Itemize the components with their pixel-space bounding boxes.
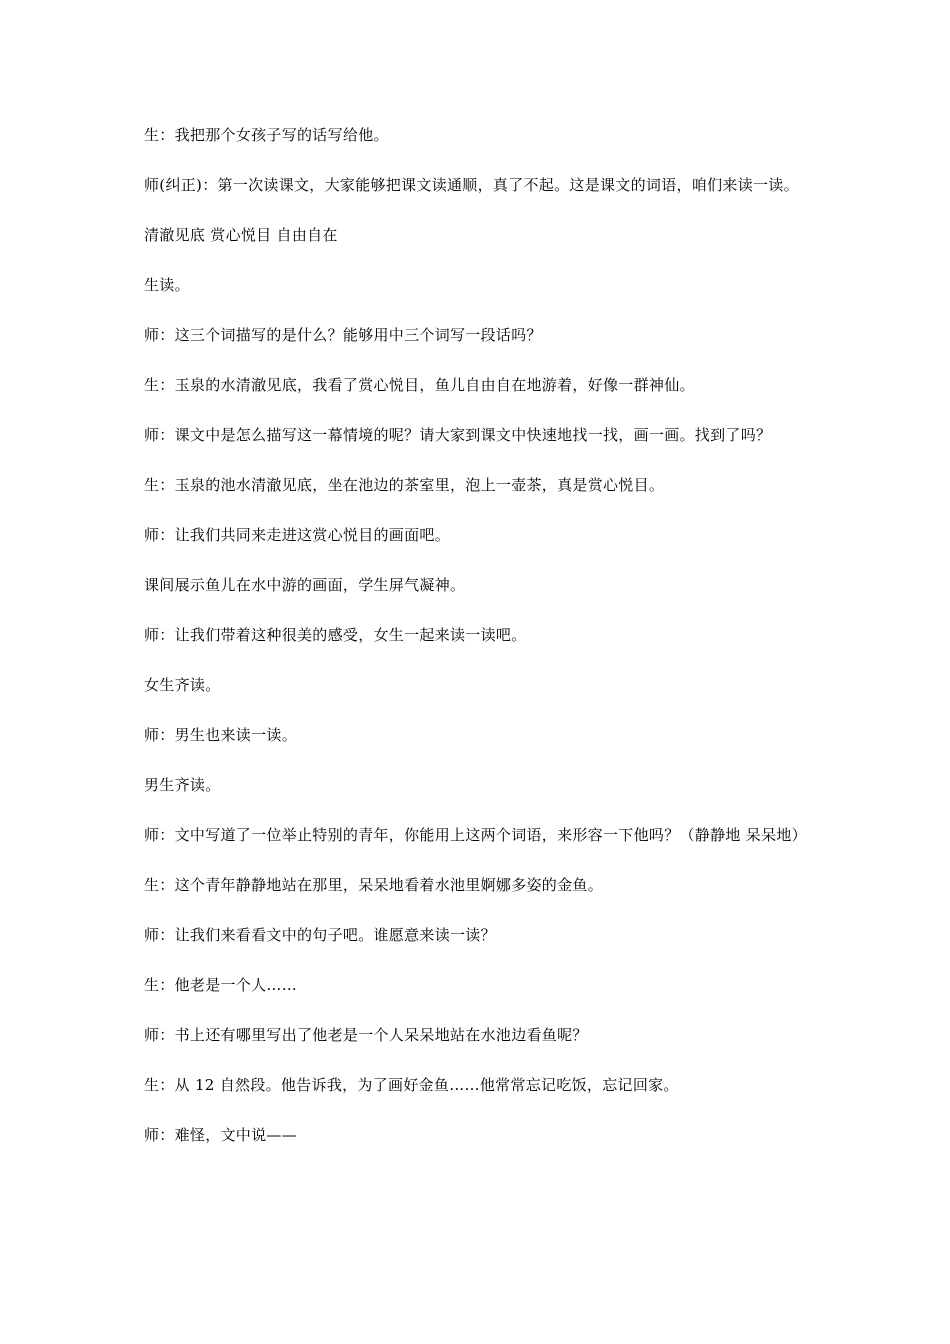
paragraph: 师(纠正)：第一次读课文，大家能够把课文读通顺，真了不起。这是课文的词语，咱们来读一读。 [144,176,799,194]
paragraph: 生：我把那个女孩子写的话写给他。 [144,126,389,144]
paragraph: 师：文中写道了一位举止特别的青年，你能用上这两个词语，来形容一下他吗？（静静地 呆呆地） [144,826,807,844]
paragraph: 师：难怪，文中说—— [144,1126,298,1144]
paragraph: 男生齐读。 [144,776,221,794]
paragraph: 课间展示鱼儿在水中游的画面，学生屏气凝神。 [144,576,466,594]
paragraph: 清澈见底 赏心悦目 自由自在 [144,226,338,244]
paragraph: 师：让我们带着这种很美的感受，女生一起来读一读吧。 [144,626,527,644]
paragraph: 生：从 12 自然段。他告诉我，为了画好金鱼……他常常忘记吃饭，忘记回家。 [144,1076,679,1094]
document-page [144,122,814,1172]
paragraph: 生：这个青年静静地站在那里，呆呆地看着水池里婀娜多姿的金鱼。 [144,876,604,894]
paragraph: 师：男生也来读一读。 [144,726,298,744]
paragraph: 师：让我们来看看文中的句子吧。谁愿意来读一读？ [144,926,496,944]
paragraph: 女生齐读。 [144,676,221,694]
paragraph: 师：这三个词描写的是什么？能够用中三个词写一段话吗？ [144,326,542,344]
paragraph: 师：让我们共同来走进这赏心悦目的画面吧。 [144,526,451,544]
paragraph: 师：课文中是怎么描写这一幕情境的呢？请大家到课文中快速地找一找，画一画。找到了吗？ [144,426,772,444]
paragraph: 生读。 [144,276,190,294]
paragraph: 师：书上还有哪里写出了他老是一个人呆呆地站在水池边看鱼呢？ [144,1026,588,1044]
paragraph: 生：玉泉的水清澈见底，我看了赏心悦目，鱼儿自由自在地游着，好像一群神仙。 [144,376,695,394]
paragraph: 生：他老是一个人…… [144,976,298,994]
paragraph: 生：玉泉的池水清澈见底，坐在池边的茶室里，泡上一壶茶，真是赏心悦目。 [144,476,665,494]
